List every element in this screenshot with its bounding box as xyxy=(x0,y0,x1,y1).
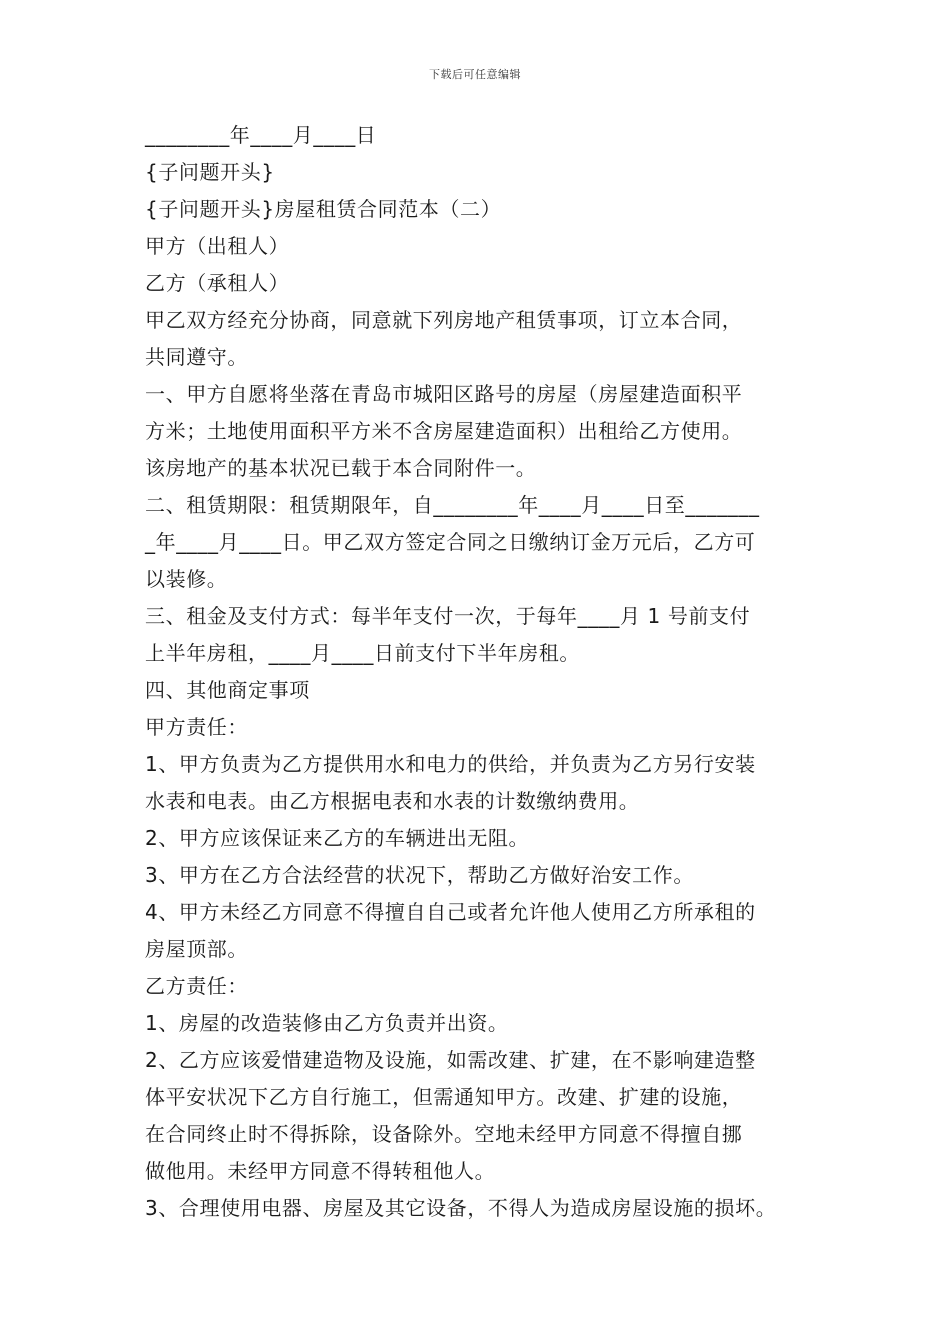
party-a-duties-heading: 甲方责任： xyxy=(145,715,248,739)
party-a-duty-1-line-2: 水表和电表。由乙方根据电表和水表的计数缴纳费用。 xyxy=(145,789,640,813)
clause-3-line-1: 三、租金及支付方式：每半年支付一次，于每年____月 1 号前支付 xyxy=(145,604,751,628)
clause-2-line-1: 二、租赁期限：租赁期限年，自________年____月____日至_______ xyxy=(145,493,760,517)
contract-body xyxy=(145,117,825,1227)
clause-2-line-2: _年____月____日。甲乙双方签定合同之日缴纳订金万元后，乙方可 xyxy=(145,530,756,554)
clause-2-line-3: 以装修。 xyxy=(145,567,228,591)
clause-1-line-2: 方米；土地使用面积平方米不含房屋建造面积）出租给乙方使用。 xyxy=(145,419,743,443)
party-b-duty-2-line-3: 在合同终止时不得拆除，设备除外。空地未经甲方同意不得擅自挪 xyxy=(145,1122,743,1146)
party-b-duty-2-line-1: 2、乙方应该爱惜建造物及设施，如需改建、扩建，在不影响建造整 xyxy=(145,1048,756,1072)
party-a-duty-4-line-1: 4、甲方未经乙方同意不得擅自自己或者允许他人使用乙方所承租的 xyxy=(145,900,756,924)
party-a-duty-4-line-2: 房屋顶部。 xyxy=(145,937,248,961)
date-line: ________年____月____日 xyxy=(145,123,377,147)
clause-1-line-3: 该房地产的基本状况已载于本合同附件一。 xyxy=(145,456,537,480)
party-a-duty-1-line-1: 1、甲方负责为乙方提供用水和电力的供给，并负责为乙方另行安装 xyxy=(145,752,756,776)
party-a-duty-3: 3、甲方在乙方合法经营的状况下，帮助乙方做好治安工作。 xyxy=(145,863,694,887)
party-b-duties-heading: 乙方责任： xyxy=(145,974,248,998)
header-note: 下载后可任意编辑 xyxy=(429,68,521,81)
subtopic-start: {子问题开头} xyxy=(145,160,275,184)
party-b-duty-2-line-2: 体平安状况下乙方自行施工，但需通知甲方。改建、扩建的设施， xyxy=(145,1085,743,1109)
party-b-duty-2-line-4: 做他用。未经甲方同意不得转租他人。 xyxy=(145,1159,496,1183)
clause-3-line-2: 上半年房租，____月____日前支付下半年房租。 xyxy=(145,641,580,665)
clause-4-heading: 四、其他商定事项 xyxy=(145,678,310,702)
party-b-duty-3: 3、合理使用电器、房屋及其它设备，不得人为造成房屋设施的损坏。 xyxy=(145,1196,777,1220)
party-a-duty-2: 2、甲方应该保证来乙方的车辆进出无阻。 xyxy=(145,826,530,850)
preamble-line-1: 甲乙双方经充分协商，同意就下列房地产租赁事项，订立本合同， xyxy=(145,308,743,332)
clause-1-line-1: 一、甲方自愿将坐落在青岛市城阳区路号的房屋（房屋建造面积平 xyxy=(145,382,743,406)
party-b-duty-1: 1、房屋的改造装修由乙方负责并出资。 xyxy=(145,1011,509,1035)
contract-title: {子问题开头}房屋租赁合同范本（二） xyxy=(145,197,502,221)
party-b: 乙方（承租人） xyxy=(145,271,290,295)
party-a: 甲方（出租人） xyxy=(145,234,290,258)
preamble-line-2: 共同遵守。 xyxy=(145,345,248,369)
